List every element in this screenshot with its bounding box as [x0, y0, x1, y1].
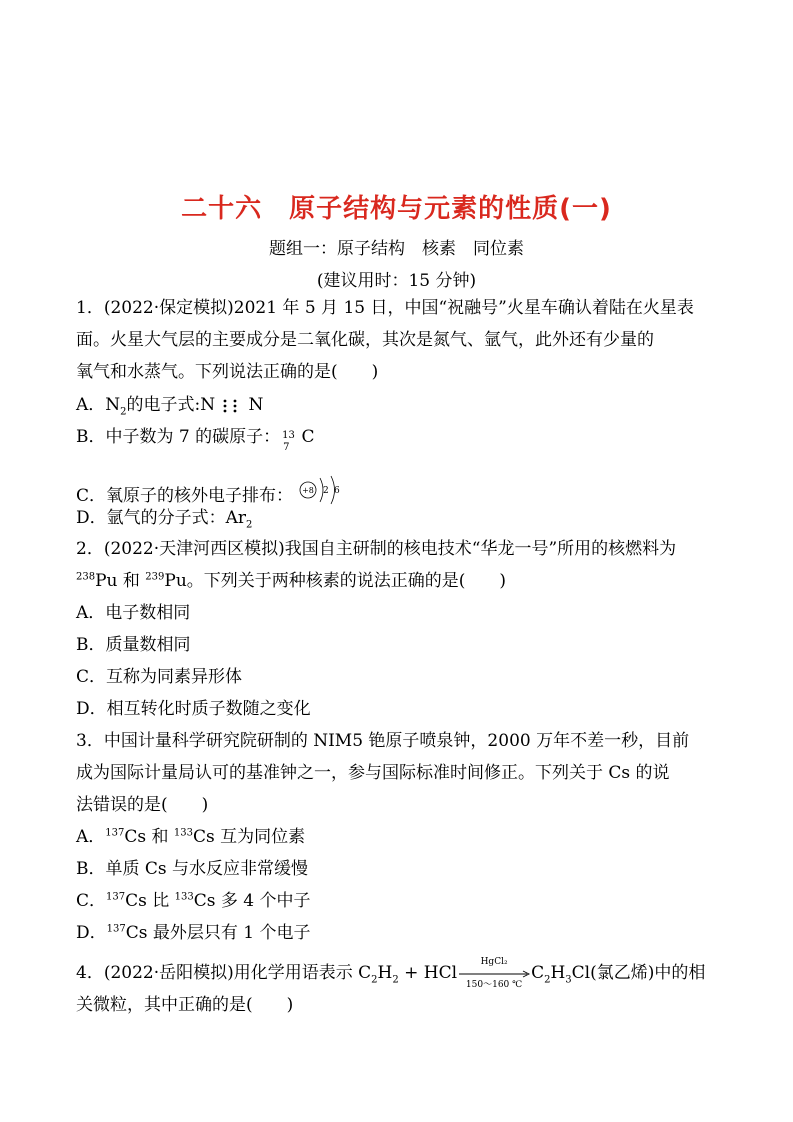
nucleus-charge: +8: [302, 486, 315, 495]
q2-option-a: A．电子数相同: [76, 603, 191, 623]
q3-d-text-1: Cs 最外层只有 1 个电子: [125, 923, 311, 943]
q3-line1: 3．中国计量科学研究院研制的 NIM5 铯原子喷泉钟，2000 万年不差一秒，目前: [76, 731, 690, 751]
q1-line1: 1．(2022·保定模拟)2021 年 5 月 15 日，中国“祝融号”火星车确认着陆在火星表: [76, 298, 694, 318]
q2-line2: [76, 570, 506, 592]
q4-t3: C: [531, 963, 545, 983]
temperature-label: 150～160 ℃: [465, 979, 523, 990]
q2-mass-238: 238: [76, 571, 96, 583]
q4-t4: H: [550, 963, 566, 983]
page-title: 二十六 原子结构与元素的性质(一): [181, 194, 612, 224]
q1-option-d: [76, 507, 252, 529]
q3-option-b: B．单质 Cs 与水反应非常缓慢: [76, 859, 309, 879]
q3-option-d: [76, 922, 311, 944]
section-subtitle: 题组一：原子结构 核素 同位素: [269, 239, 524, 259]
q1-d-subscript: 2: [246, 519, 253, 531]
q4-t2: + HCl: [398, 963, 458, 983]
q1-a-mid: 的电子式:N: [126, 395, 216, 415]
q3-c-mass-1: 137: [106, 891, 126, 903]
q1-a-subscript: 2: [120, 406, 127, 418]
q3-d-pre: D．: [76, 923, 107, 943]
q4-sub-3: 2: [544, 974, 551, 986]
q2-option-c: C．互称为同素异形体: [76, 667, 243, 687]
q3-line2: 成为国际计量局认可的基准钟之一，参与国际标准时间修正。下列关于 Cs 的说: [76, 763, 670, 783]
q3-c-text-2: Cs 多 4 个中子: [193, 891, 311, 911]
q1-d-text: D．氩气的分子式：Ar: [76, 508, 247, 528]
q4-t5: Cl(氯乙烯)中的相: [571, 963, 706, 983]
q3-a-pre: A．: [76, 827, 106, 847]
q3-line3: 法错误的是( ): [76, 795, 209, 815]
q3-c-pre: C．: [76, 891, 107, 911]
q4-t1: H: [377, 963, 393, 983]
catalyst-label: HgCl₂: [480, 956, 508, 967]
q3-c-mass-2: 133: [174, 891, 194, 903]
q1-option-a: [76, 394, 263, 416]
q4-pre: 4．(2022·岳阳模拟)用化学用语表示 C: [76, 963, 372, 983]
q1-option-c: [76, 473, 346, 507]
q1-a-prefix: A．N: [76, 395, 121, 415]
q2-option-d: D．相互转化时质子数随之变化: [76, 699, 311, 719]
q1-a-end: N: [248, 395, 264, 415]
q1-line3: 氧气和水蒸气。下列说法正确的是( ): [76, 362, 379, 382]
q3-d-mass-1: 137: [106, 923, 126, 935]
q1-c-text: C．氧原子的核外电子排布：: [76, 486, 294, 506]
q3-a-text-1: Cs 和: [124, 827, 174, 847]
nuclide-notation: [280, 427, 296, 453]
mass-number: 13: [282, 429, 295, 441]
q3-option-c: [76, 890, 311, 912]
q4-sub-2: 2: [392, 974, 399, 986]
q4-sub-4: 3: [565, 974, 572, 986]
q2-pu-1: Pu 和: [95, 571, 146, 591]
atomic-number: 7: [283, 441, 290, 453]
q4-line2: 关微粒，其中正确的是( ): [76, 995, 294, 1015]
shell-1-electrons: 2: [323, 486, 330, 496]
electron-shell-diagram-icon: [298, 473, 346, 507]
q1-option-b: [76, 426, 315, 453]
q1-b-text: B．中子数为 7 的碳原子：: [76, 427, 281, 447]
q2-mass-239: 239: [145, 571, 165, 583]
q3-a-text-2: Cs 互为同位素: [193, 827, 306, 847]
q2-option-b: B．质量数相同: [76, 635, 191, 655]
q3-option-a: [76, 826, 305, 848]
q3-a-mass-2: 133: [173, 827, 194, 839]
triple-bond-dots-icon: [221, 398, 249, 414]
q3-a-mass-1: 137: [105, 827, 125, 839]
q2-pu-2: Pu。下列关于两种核素的说法正确的是( ): [164, 571, 507, 591]
reaction-arrow: [457, 956, 531, 990]
q4-line1: [76, 956, 706, 990]
q1-line2: 面。火星大气层的主要成分是二氧化碳，其次是氮气、氩气，此外还有少量的: [76, 330, 654, 350]
suggested-time: (建议用时：15 分钟): [316, 271, 477, 291]
q1-b-symbol: C: [301, 427, 315, 447]
q4-sub-1: 2: [371, 974, 378, 986]
q2-line1: 2．(2022·天津河西区模拟)我国自主研制的核电技术“华龙一号”所用的核燃料为: [76, 539, 677, 559]
shell-2-electrons: 6: [334, 486, 341, 496]
q3-c-text-1: Cs 比: [125, 891, 175, 911]
